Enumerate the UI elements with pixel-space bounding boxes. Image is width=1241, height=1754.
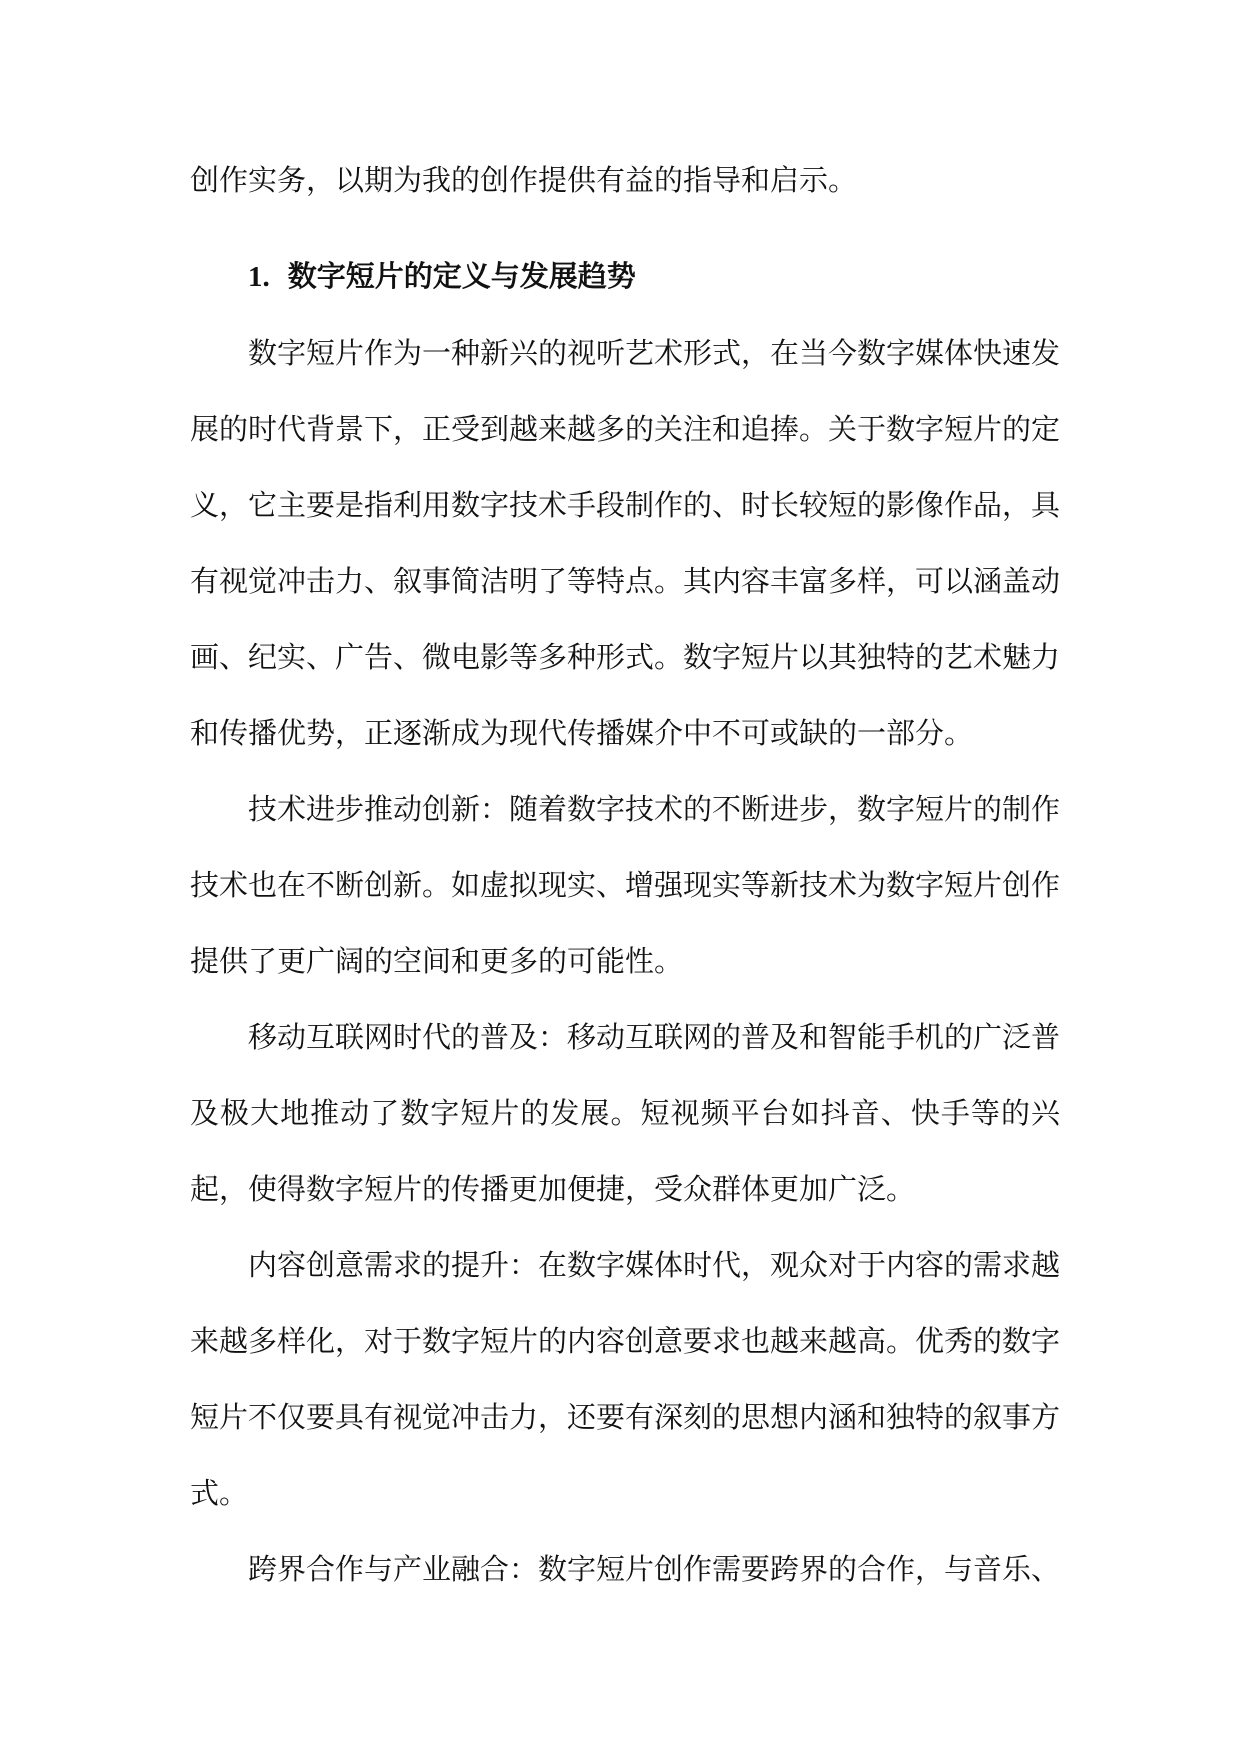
paragraph-mobile-internet: 移动互联网时代的普及：移动互联网的普及和智能手机的广泛普及极大地推动了数字短片的发展。短视频平台如抖音、快手等的兴起，使得数字短片的传播更加便捷，受众群体更加广泛。 <box>190 1020 1061 1206</box>
section-title: 数字短片的定义与发展趋势 <box>287 259 636 293</box>
paragraph-definition: 数字短片作为一种新兴的视听艺术形式，在当今数字媒体快速发展的时代背景下，正受到越来越多的关注和追捧。关于数字短片的定义，它主要是指利用数字技术手段制作的、时长较短的影像作品，具有视觉冲击力、叙事简洁明了等特点。其内容丰富多样，可以涵盖动画、纪实、广告、微电影等多种形式。数字短片以其独特的艺术魅力和传播优势，正逐渐成为现代传播媒介中不可或缺的一部分。 <box>190 336 1061 750</box>
paragraph-content-creativity: 内容创意需求的提升：在数字媒体时代，观众对于内容的需求越来越多样化，对于数字短片的内容创意要求也越来越高。优秀的数字短片不仅要具有视觉冲击力，还要有深刻的思想内涵和独特的叙事方式。 <box>190 1248 1061 1510</box>
paragraph-technology: 技术进步推动创新：随着数字技术的不断进步，数字短片的制作技术也在不断创新。如虚拟现实、增强现实等新技术为数字短片创作提供了更广阔的空间和更多的可能性。 <box>190 792 1061 978</box>
paragraph-cross-industry: 跨界合作与产业融合：数字短片创作需要跨界的合作，与音乐、 <box>248 1552 1061 1586</box>
document-body <box>190 142 1060 1607</box>
section-number: 1. <box>248 261 270 293</box>
continuation-paragraph: 创作实务，以期为我的创作提供有益的指导和启示。 <box>190 163 858 197</box>
section-heading <box>190 238 1060 315</box>
